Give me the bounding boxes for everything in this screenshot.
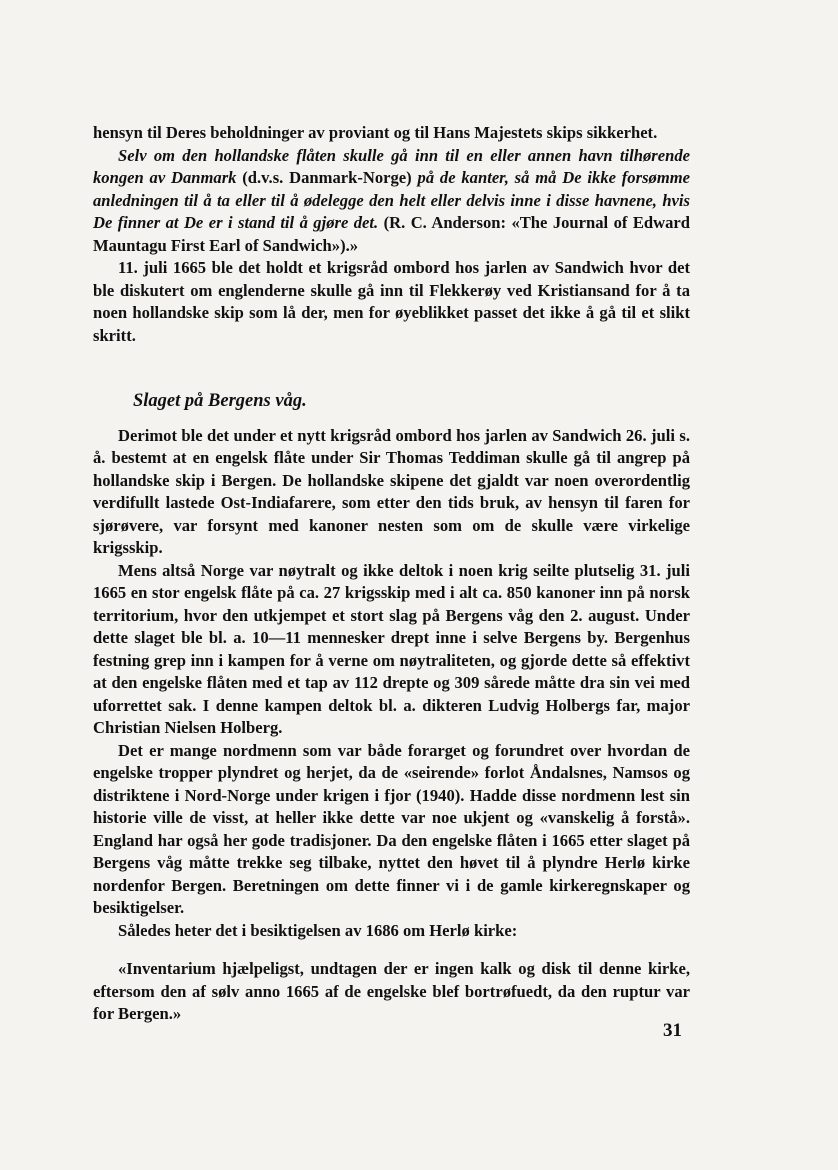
paragraph-quote-orders bbox=[93, 145, 690, 258]
paragraph-continued: hensyn til Deres beholdninger av proviant og til Hans Majestets skips sikkerhet. bbox=[93, 123, 658, 142]
body-text bbox=[93, 122, 690, 1026]
paragraph-plunder: Det er mange nordmenn som var både forarget og forundret over hvordan de engelske tropper plyndret og herjet, da de «seirende» forlot Åndalsnes, Namsos og distriktene i Nord-Norge under krigen i fjor (1940). Hadde disse nordmenn lest sin historie ville de visst, at heller ikke dette var noe ukjent og «vanskelig å forstå». England har også her gode tradisjoner. Da den engelske flåten i 1665 etter slaget på Bergens våg måtte trekke seg tilbake, nyttet den høvet til å plyndre Herlø kirke nordenfor Bergen. Beretningen om dette finner vi i de gamle kirkeregnskaper og besiktigelser. bbox=[93, 740, 690, 917]
section-heading: Slaget på Bergens våg. bbox=[133, 391, 307, 411]
paragraph-battle: Mens altså Norge var nøytralt og ikke deltok i noen krig seilte plutselig 31. juli 1665 en stor engelsk flåte på ca. 27 krigsskip med i alt ca. 850 kanoner inn på norsk territorium, hvor den utkjempet et stort slag på Bergens våg den 2. august. Under dette slaget ble bl. a. 10—11 mennesker drept inne i selve Bergens by. Bergenhus festning grep inn i kampen for å verne om nøytraliteten, og gjorde dette så effektivt at den engelske flåten med et tap av 112 drepte og 309 sårede måtte dra sin vei med uforrettet sak. I denne kampen deltok bl. a. dikteren Ludvig Holbergs far, major Christian Nielsen Holberg. bbox=[93, 560, 690, 737]
quote-aside: (d.v.s. Danmark-Norge) bbox=[236, 168, 418, 187]
paragraph-attack-plan: Derimot ble det under et nytt krigsråd ombord hos jarlen av Sandwich 26. juli s. å. bestemt at en engelsk flåte under Sir Thomas Teddiman skulle gå til angrep på hollandske skip i Bergen. De hollandske skipene det gjaldt var noen overordentlig verdifullt lastede Ost-Indiafarere, som etter den tids bruk, av hensyn til faren for sjørøvere, var forsynt med kanoner nesten som om de skulle være virkelige krigsskip. bbox=[93, 425, 690, 557]
paragraph-war-council: 11. juli 1665 ble det holdt et krigsråd ombord hos jarlen av Sandwich hvor det ble diskutert om englenderne skulle gå inn til Flekkerøy ved Kristiansand for å ta noen hollandske skip som lå der, men for øyeblikket passet det ikke å gå til et slikt skritt. bbox=[93, 258, 690, 345]
paragraph-inspection: Således heter det i besiktigelsen av 1686 om Herlø kirke: bbox=[118, 920, 518, 940]
paragraph-inventory-quote: «Inventarium hjælpeligst, undtagen der er ingen kalk og disk til denne kirke, eftersom den af sølv anno 1665 af de engelske blef bortrøfuedt, da den ruptur var for Bergen.» bbox=[93, 959, 690, 1023]
italic-quote-part-2: på de kanter, så må De ikke forsømme anledningen til å ta eller til å ødelegge den helt eller delvis inne i disse havnene, hvis De finner at De er i stand til å gjøre det. bbox=[93, 168, 691, 232]
quote-source: (R. C. Anderson: «The Journal of Edward Mauntagu First Earl of Sandwich»).» bbox=[93, 213, 690, 255]
italic-quote-part-1: Selv om den hollandske flåten skulle gå inn til en eller annen havn tilhørende kongen av Danmark bbox=[93, 145, 690, 187]
page-number: 31 bbox=[663, 1020, 682, 1041]
